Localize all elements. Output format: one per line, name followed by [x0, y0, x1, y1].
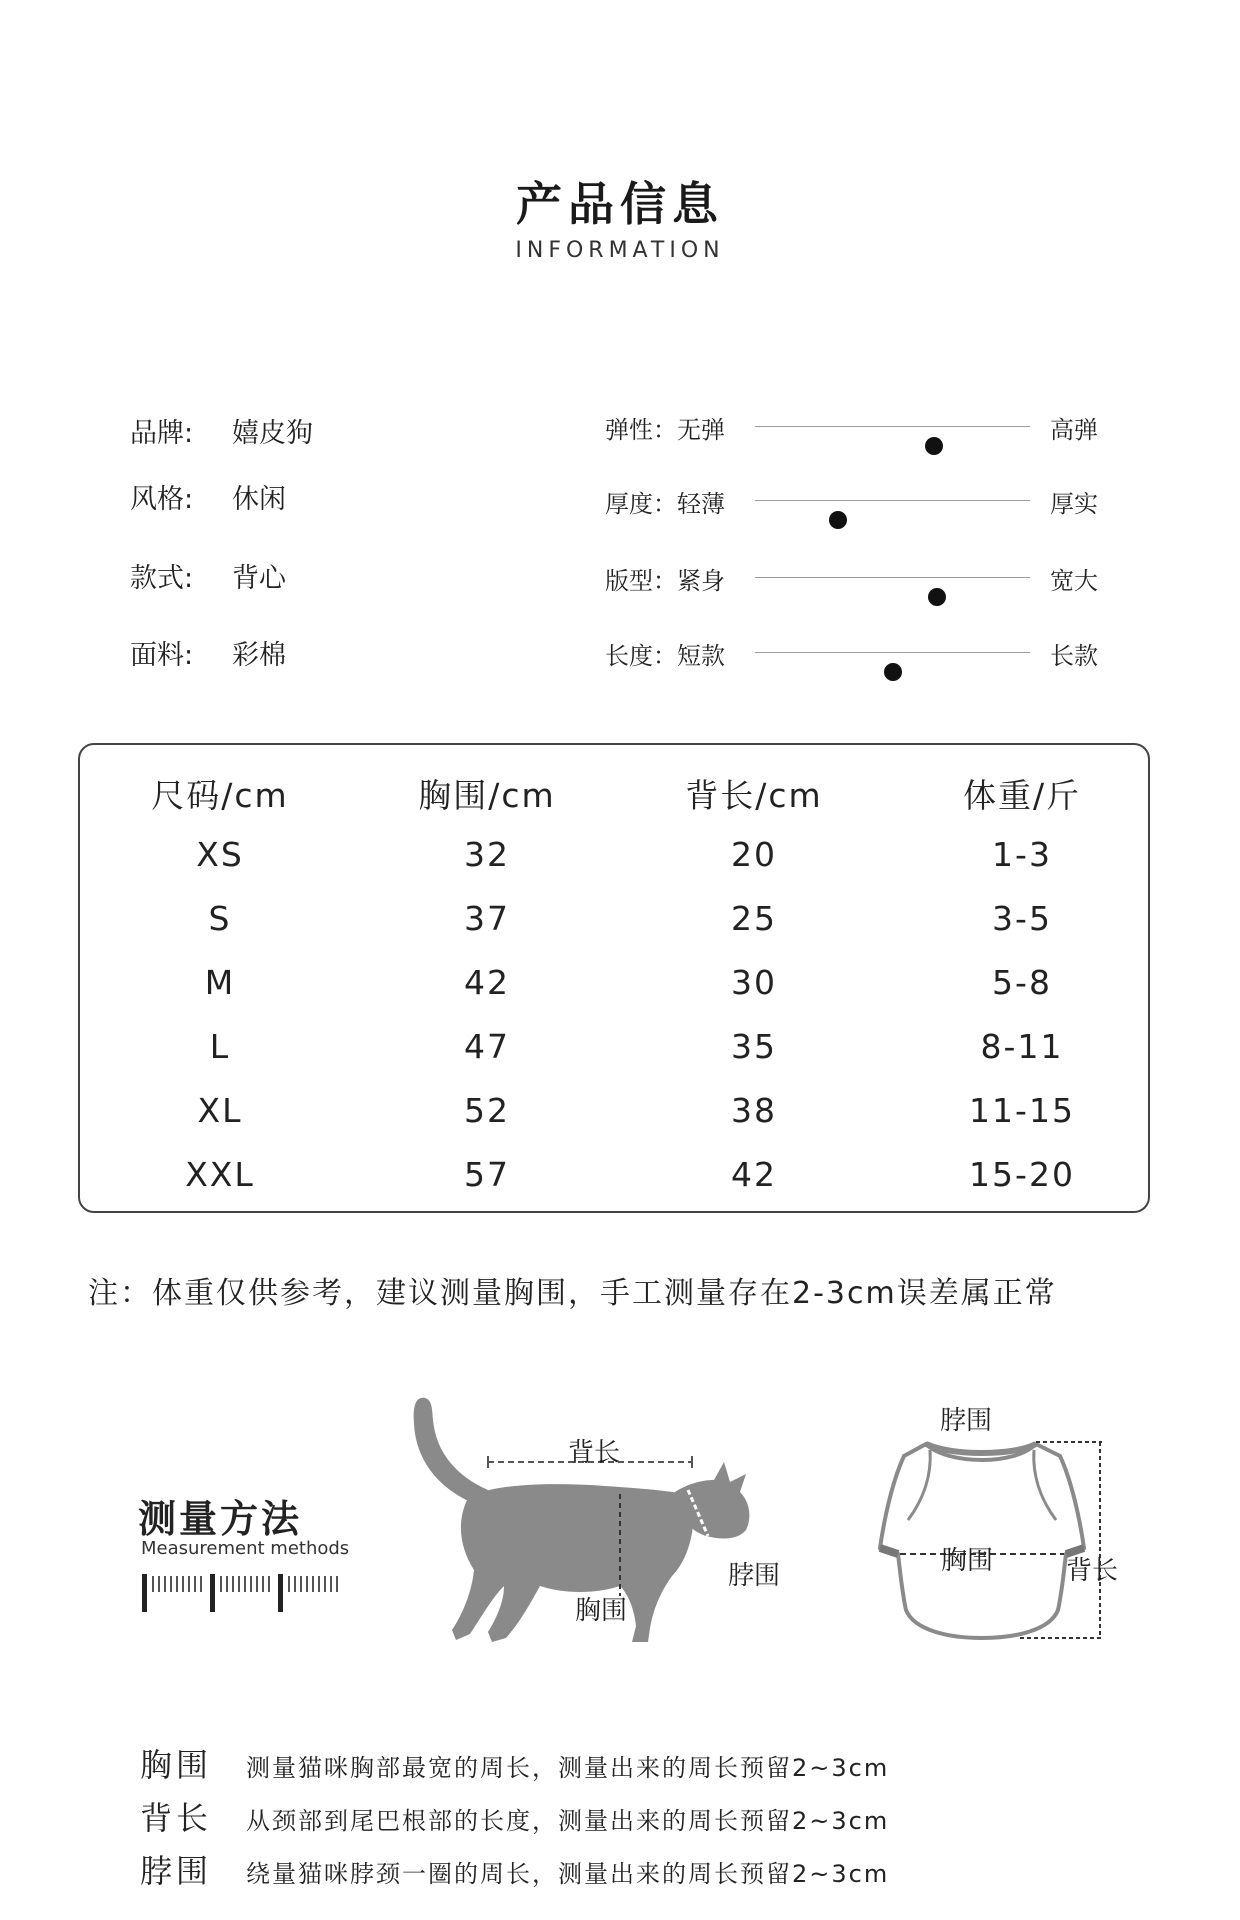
table-cell: 57 [464, 1155, 510, 1194]
attr-fabric [130, 633, 286, 672]
table-cell: 35 [731, 1027, 777, 1066]
cat-neck-label: 脖围 [728, 1561, 781, 1591]
cat-tail [414, 1398, 488, 1506]
shirt-cuff [880, 1548, 898, 1554]
legend-term: 胸围 [140, 1746, 213, 1784]
legend-term: 背长 [140, 1799, 213, 1837]
table-cell: 42 [464, 963, 510, 1002]
table-cell: 32 [464, 835, 510, 874]
size-table [78, 743, 1150, 1213]
table-cell: XL [197, 1091, 243, 1130]
attr-key: 面料: [130, 640, 194, 671]
shirt-diagram [870, 1420, 1110, 1650]
scale-thickness [605, 480, 1105, 520]
scale-marker [829, 511, 847, 529]
attr-value: 背心 [232, 563, 286, 594]
shirt-collar [926, 1444, 1036, 1453]
attr-value: 休闲 [232, 484, 286, 515]
scale-track [755, 652, 1030, 653]
page-subtitle: INFORMATION [515, 238, 725, 263]
attr-value: 嬉皮狗 [232, 418, 313, 449]
cat-chest-label: 胸围 [575, 1596, 628, 1626]
scale-track [755, 577, 1030, 578]
table-cell: S [208, 899, 232, 938]
table-header-row [80, 770, 1148, 830]
table-header-cell: 背长/cm [685, 776, 823, 815]
legend-term: 脖围 [140, 1852, 213, 1890]
table-cell: 38 [731, 1091, 777, 1130]
table-cell: 20 [731, 835, 777, 874]
scale-length [605, 632, 1105, 672]
table-cell: 52 [464, 1091, 510, 1130]
table-cell: 8-11 [980, 1027, 1064, 1066]
table-row [80, 1155, 1148, 1215]
table-cell: 47 [464, 1027, 510, 1066]
table-cell: 30 [731, 963, 777, 1002]
cat-body [452, 1484, 694, 1642]
scale-marker [925, 437, 943, 455]
table-cell: M [204, 963, 236, 1002]
scale-label: 弹性：无弹 [605, 416, 725, 444]
scale-marker [928, 588, 946, 606]
table-header-cell: 胸围/cm [418, 776, 556, 815]
table-cell: 11-15 [969, 1091, 1075, 1130]
scale-high-label: 高弹 [1050, 416, 1098, 444]
table-cell: XXL [185, 1155, 255, 1194]
scale-label: 厚度：轻薄 [605, 490, 725, 518]
legend-desc: 绕量猫咪脖颈一圈的周长，测量出来的周长预留2~3cm [246, 1860, 890, 1888]
attr-brand [130, 411, 313, 450]
measurement-subtitle: Measurement methods [141, 1538, 350, 1559]
attr-key: 款式: [130, 563, 194, 594]
scale-label: 版型：紧身 [605, 567, 725, 595]
ruler-icon [140, 1572, 350, 1616]
scale-label: 长度：短款 [605, 642, 725, 670]
table-cell: 25 [731, 899, 777, 938]
table-row [80, 1091, 1148, 1151]
table-row [80, 963, 1148, 1023]
scale-fit [605, 557, 1105, 597]
attr-style [130, 477, 286, 516]
shirt-chest-label: 胸围 [941, 1546, 994, 1576]
attr-key: 风格: [130, 484, 194, 515]
table-cell: XS [196, 835, 244, 874]
legend-desc: 从颈部到尾巴根部的长度，测量出来的周长预留2~3cm [246, 1807, 890, 1835]
table-cell: 1-3 [992, 835, 1052, 874]
table-header-cell: 体重/斤 [962, 776, 1082, 815]
scale-track [755, 500, 1030, 501]
legend-desc: 测量猫咪胸部最宽的周长，测量出来的周长预留2~3cm [246, 1754, 890, 1782]
scale-high-label: 宽大 [1050, 567, 1098, 595]
table-cell: 5-8 [992, 963, 1052, 1002]
table-cell: 15-20 [969, 1155, 1075, 1194]
shirt-back-label: 背长 [1066, 1556, 1119, 1586]
shirt-neck-label: 脖围 [940, 1406, 993, 1436]
size-note: 注：体重仅供参考，建议测量胸围，手工测量存在2-3cm误差属正常 [88, 1276, 1057, 1311]
page-title: 产品信息 [516, 177, 724, 231]
table-cell: 3-5 [992, 899, 1052, 938]
table-cell: 42 [731, 1155, 777, 1194]
scale-high-label: 厚实 [1050, 490, 1098, 518]
scale-elasticity [605, 406, 1105, 446]
measurement-title: 测量方法 [138, 1497, 303, 1541]
table-header-cell: 尺码/cm [151, 776, 289, 815]
attr-type [130, 556, 286, 595]
table-cell: 37 [464, 899, 510, 938]
scale-high-label: 长款 [1050, 642, 1098, 670]
scale-marker [884, 663, 902, 681]
table-row [80, 1027, 1148, 1087]
scale-track [755, 426, 1030, 427]
table-row [80, 835, 1148, 895]
table-cell: L [209, 1027, 231, 1066]
attr-value: 彩棉 [232, 640, 286, 671]
cat-back-length-label: 背长 [568, 1438, 621, 1468]
attr-key: 品牌: [130, 418, 194, 449]
table-row [80, 899, 1148, 959]
